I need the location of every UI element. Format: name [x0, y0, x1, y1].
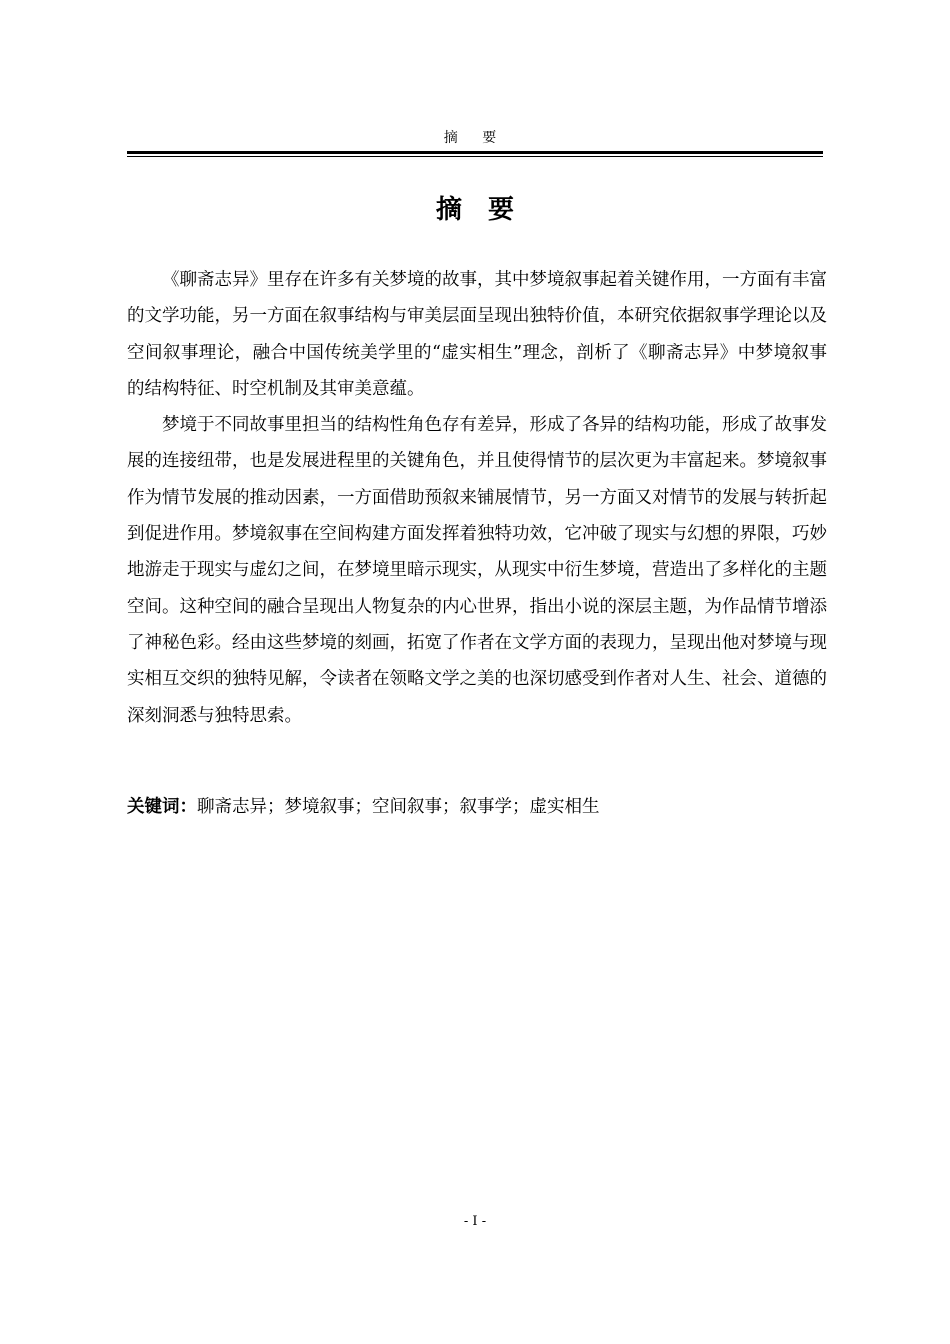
header-rule-thick — [127, 151, 823, 154]
abstract-body — [127, 262, 827, 734]
header-rule-thin — [127, 156, 823, 157]
page-title: 摘要 — [435, 195, 540, 225]
keywords-value: 聊斋志异；梦境叙事；空间叙事；叙事学；虚实相生 — [197, 797, 600, 817]
running-header: 摘 要 — [443, 130, 507, 146]
keywords-line — [127, 793, 827, 821]
keywords-label: 关键词： — [127, 797, 197, 817]
abstract-paragraph-1: 《聊斋志异》里存在许多有关梦境的故事，其中梦境叙事起着关键作用，一方面有丰富的文学功能，另一方面在叙事结构与审美层面呈现出独特价值，本研究依据叙事学理论以及空间叙事理论，融合中国传统美学里的“虚实相生”理念，剖析了《聊斋志异》中梦境叙事的结构特征、时空机制及其审美意蕴。 — [127, 270, 827, 399]
page-number: - I - — [463, 1214, 487, 1229]
abstract-paragraph-2: 梦境于不同故事里担当的结构性角色存有差异，形成了各异的结构功能，形成了故事发展的连接纽带，也是发展进程里的关键角色，并且使得情节的层次更为丰富起来。梦境叙事作为情节发展的推动因素，一方面借助预叙来铺展情节，另一方面又对情节的发展与转折起到促进作用。梦境叙事在空间构建方面发挥着独特功效，它冲破了现实与幻想的界限，巧妙地游走于现实与虚幻之间，在梦境里暗示现实，从现实中衍生梦境，营造出了多样化的主题空间。这种空间的融合呈现出人物复杂的内心世界，指出小说的深层主题，为作品情节增添了神秘色彩。经由这些梦境的刻画，拓宽了作者在文学方面的表现力，呈现出他对梦境与现实相互交织的独特见解，令读者在领略文学之美的也深切感受到作者对人生、社会、道德的深刻洞悉与独特思索。 — [127, 415, 827, 726]
